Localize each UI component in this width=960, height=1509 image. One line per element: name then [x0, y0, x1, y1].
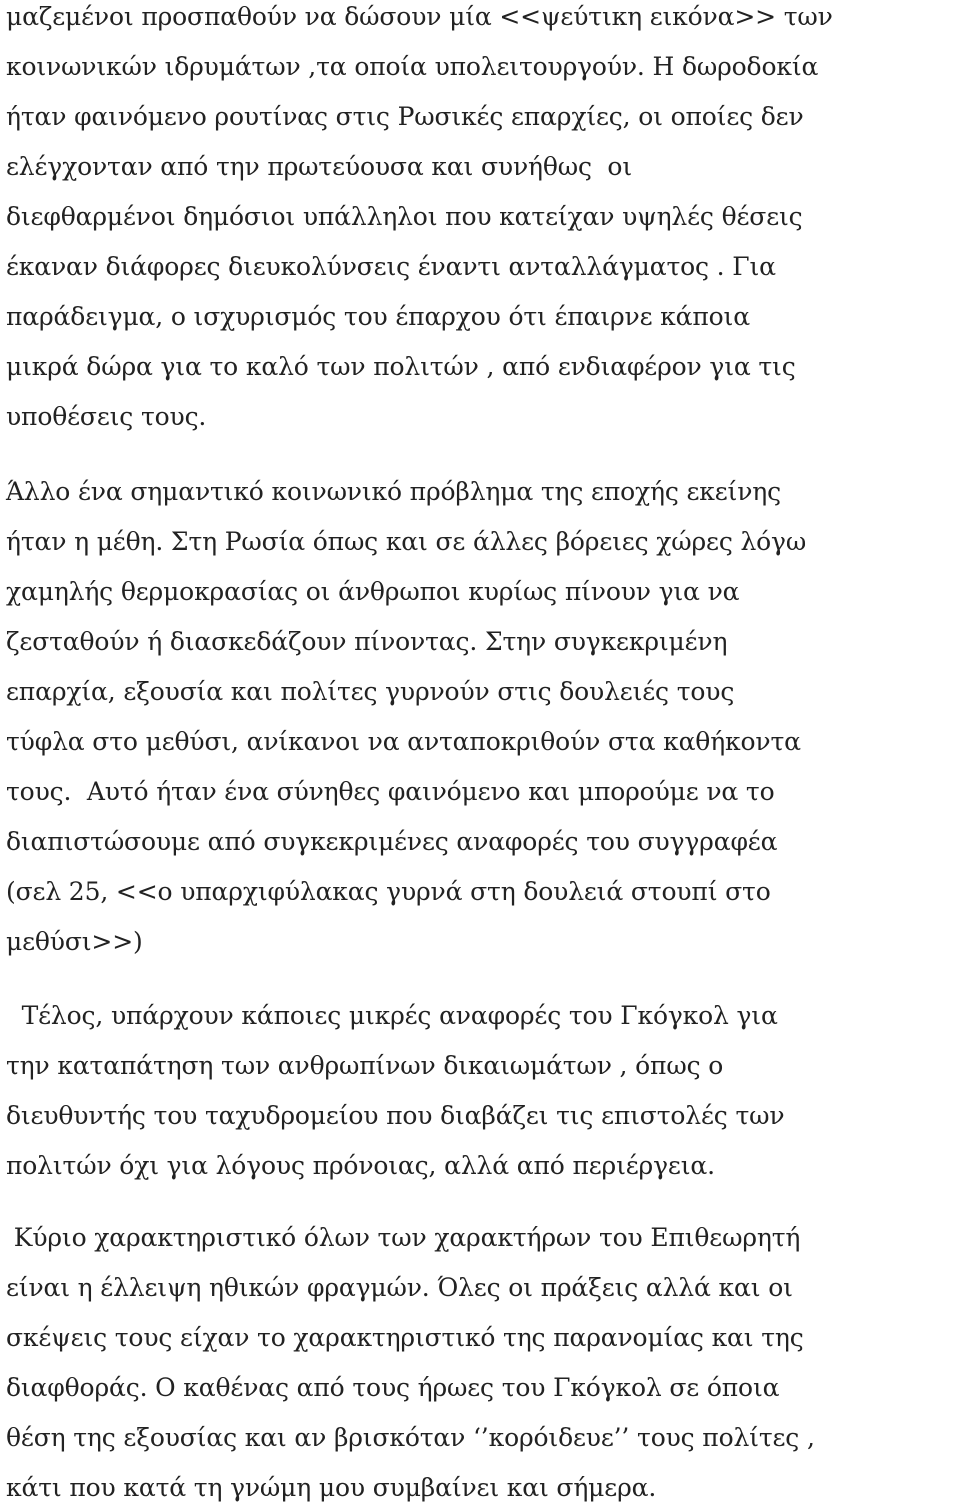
text-line: σκέψεις τους είχαν το χαρακτηριστικό της παρανομίας και της — [6, 1323, 804, 1352]
text-line: μαζεμένοι προσπαθούν να δώσουν μία <<ψεύτικη εικόνα>> των — [6, 2, 833, 31]
text-line: χαμηλής θερμοκρασίας οι άνθρωποι κυρίως πίνουν για να — [6, 577, 740, 606]
text-line: (σελ 25, <<ο υπαρχιφύλακας γυρνά στη δουλειά στουπί στο — [6, 877, 771, 906]
text-line: Τέλος, υπάρχουν κάποιες μικρές αναφορές του Γκόγκολ για — [6, 1001, 778, 1030]
text-line: διεφθαρμένοι δημόσιοι υπάλληλοι που κατείχαν υψηλές θέσεις — [6, 202, 803, 231]
text-line: κοινωνικών ιδρυμάτων ,τα οποία υπολειτουργούν. Η δωροδοκία — [6, 52, 819, 81]
text-line: παράδειγμα, ο ισχυρισμός του έπαρχου ότι έπαιρνε κάποια — [6, 302, 750, 331]
text-line: ζεσταθούν ή διασκεδάζουν πίνοντας. Στην συγκεκριμένη — [6, 627, 728, 656]
text-line: Κύριο χαρακτηριστικό όλων των χαρακτήρων του Επιθεωρητή — [6, 1223, 801, 1252]
text-line: υποθέσεις τους. — [6, 402, 207, 431]
text-line: έκαναν διάφορες διευκολύνσεις έναντι ανταλλάγματος . Για — [6, 252, 776, 281]
text-line: διευθυντής του ταχυδρομείου που διαβάζει τις επιστολές των — [6, 1101, 785, 1130]
text-line: επαρχία, εξουσία και πολίτες γυρνούν στις δουλειές τους — [6, 677, 735, 706]
text-line: μεθύσι>>) — [6, 927, 143, 956]
text-line: ήταν φαινόμενο ρουτίνας στις Ρωσικές επαρχίες, οι οποίες δεν — [6, 102, 804, 131]
text-line: Άλλο ένα σημαντικό κοινωνικό πρόβλημα της εποχής εκείνης — [6, 477, 781, 506]
text-line: πολιτών όχι για λόγους πρόνοιας, αλλά από περιέργεια. — [6, 1151, 715, 1180]
text-line: είναι η έλλειψη ηθικών φραγμών. Όλες οι πράξεις αλλά και οι — [6, 1273, 793, 1302]
text-line: διαπιστώσουμε από συγκεκριμένες αναφορές του συγγραφέα — [6, 827, 778, 856]
text-line: ελέγχονταν από την πρωτεύουσα και συνήθως οι — [6, 152, 632, 181]
text-line: μικρά δώρα για το καλό των πολιτών , από ενδιαφέρον για τις — [6, 352, 796, 381]
text-line: διαφθοράς. Ο καθένας από τους ήρωες του Γκόγκολ σε όποια — [6, 1373, 780, 1402]
text-line: κάτι που κατά τη γνώμη μου συμβαίνει και σήμερα. — [6, 1473, 657, 1502]
text-line: τους. Αυτό ήταν ένα σύνηθες φαινόμενο και μπορούμε να το — [6, 777, 775, 806]
text-line: τύφλα στο μεθύσι, ανίκανοι να ανταποκριθούν στα καθήκοντα — [6, 727, 801, 756]
text-line: ήταν η μέθη. Στη Ρωσία όπως και σε άλλες βόρειες χώρες λόγω — [6, 527, 807, 556]
text-line: την καταπάτηση των ανθρωπίνων δικαιωμάτων , όπως ο — [6, 1051, 724, 1080]
text-line: θέση της εξουσίας και αν βρισκόταν ‘’κορόιδευε’’ τους πολίτες , — [6, 1423, 815, 1452]
